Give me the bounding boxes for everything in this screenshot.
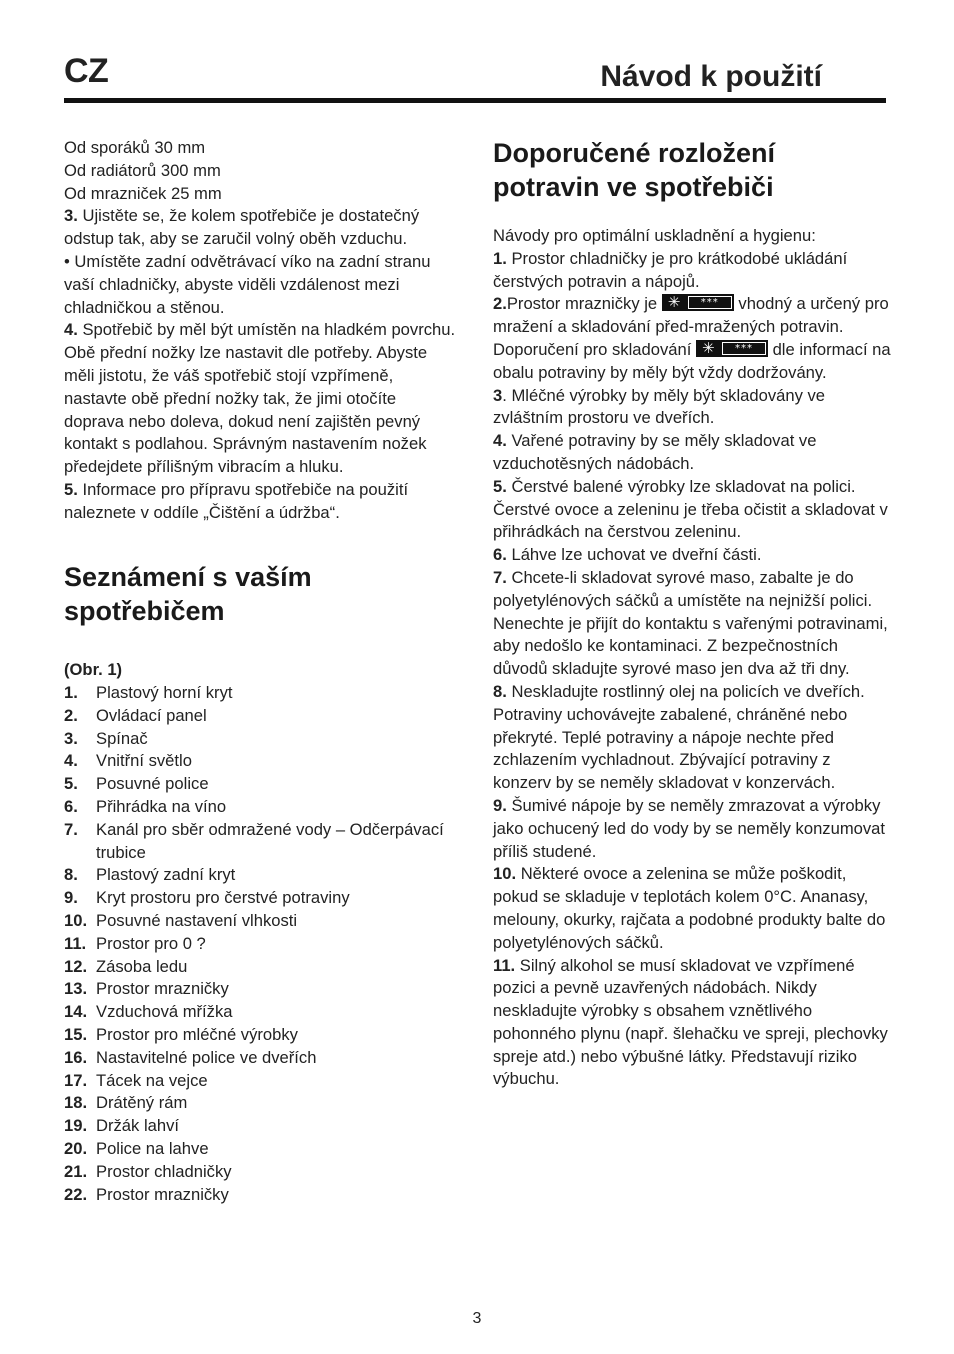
paragraph: 4. Vařené potraviny by se měly skladovat ve vzduchotěsných nádobách. [493, 431, 817, 473]
list-item [64, 1161, 456, 1184]
list-item-number: 7. [64, 819, 78, 839]
list-item [64, 1138, 456, 1161]
list-item-label: Spínač [96, 728, 148, 748]
list-item-label: Plastový horní kryt [96, 683, 233, 702]
list-item-number: 8. [64, 865, 78, 885]
list-item-label: Plastový zadní kryt [96, 865, 236, 885]
paragraph: 8. Neskladujte rostlinný olej na policích ve dveřích. Potraviny uchovávejte zabalené, chráněné nebo překryté. Teplé potraviny a nápoje nechte před zchlazením vychladnout. Zbývající potraviny z konzerv by se neměly skladovat v konzervách. [493, 681, 865, 793]
list-item-number: 21. [64, 1161, 88, 1181]
list-item-number: 6. [64, 796, 78, 816]
list-item-number: 9. [64, 888, 78, 908]
list-item-label: Vnitřní světlo [96, 751, 192, 771]
list-item-label: Posuvné police [96, 774, 209, 794]
paragraph: 6. Láhve lze uchovat ve dveřní části. [493, 545, 762, 565]
list-item-number: 16. [64, 1047, 88, 1067]
list-item-number: 1. [64, 683, 78, 702]
list-item-label: Posuvné nastavení vlhkosti [96, 910, 298, 930]
list-item-number: 17. [64, 1070, 88, 1090]
list-item-label: Prostor pro mléčné výrobky [96, 1024, 298, 1044]
freezer-star-rating-icon: ✳ *** [662, 294, 734, 311]
list-item-label: Kryt prostoru pro čerstvé potraviny [96, 888, 350, 908]
list-item [64, 910, 456, 933]
list-item [64, 819, 456, 865]
paragraph: 3. Ujistěte se, že kolem spotřebiče je dostatečný odstup tak, aby se zaručil volný oběh vzduchu. [64, 206, 420, 249]
list-item-label: Držák lahví [96, 1116, 179, 1136]
paragraph: 11. Silný alkohol se musí skladovat ve vzpřímené pozici a pevně uzavřených nádobách. Nikdy neskladujte výrobky s obsahem vznětlivého pohonného plynu (např. šlehačku ve spreji, plechovky spreje atd.) nebo výbušné látky. Představují riziko výbuchu. [493, 955, 888, 1089]
list-item-label: Police na lahve [96, 1138, 209, 1158]
paragraph: Od radiátorů 300 mm [64, 160, 221, 180]
list-item-number: 3. [64, 728, 78, 748]
list-item-label: Kanál pro sběr odmražené vody – Odčerpávací trubice [96, 819, 444, 862]
list-item-label: Nastavitelné police ve dveřích [96, 1047, 317, 1067]
list-item-number: 2. [64, 705, 78, 725]
list-item-number: 19. [64, 1116, 88, 1136]
paragraph: 9. Šumivé nápoje by se neměly zmrazovat a výrobky jako ochucený led do vody by se neměly konzumovat příliš studené. [493, 795, 886, 861]
list-item-number: 15. [64, 1024, 88, 1044]
list-item [64, 750, 456, 773]
list-item-number: 18. [64, 1093, 88, 1113]
parts-list [64, 682, 456, 1206]
paragraph: • Umístěte zadní odvětrávací víko na zadní stranu vaší chladničky, abyste viděli vzdálenost mezi chladničkou a stěnou. [64, 251, 431, 317]
list-item-label: Vzduchová mřížka [96, 1002, 233, 1022]
list-item [64, 682, 456, 705]
list-item-number: 22. [64, 1184, 88, 1204]
header-rule [64, 98, 886, 103]
list-item-number: 11. [64, 933, 87, 953]
paragraph: 5. Čerstvé balené výrobky lze skladovat na polici. Čerstvé ovoce a zeleninu je třeba očistit a skladovat v přihrádkách na čerstvou zeleninu. [493, 476, 888, 542]
list-item [64, 1070, 456, 1093]
freezer-star-rating-icon: ✳ *** [696, 340, 768, 357]
language-code: CZ [64, 52, 109, 90]
paragraph: 1. Prostor chladničky je pro krátkodobé ukládání čerstvých potravin a nápojů. [493, 248, 848, 291]
list-item [64, 887, 456, 910]
list-item [64, 705, 456, 728]
list-item-label: Prostor mrazničky [96, 1184, 229, 1204]
list-item-number: 10. [64, 910, 88, 930]
section-heading: Seznámení s vaším spotřebičem [64, 562, 312, 626]
list-item-label: Ovládací panel [96, 705, 207, 725]
list-item [64, 956, 456, 979]
list-item [64, 864, 456, 887]
page-number: 3 [472, 1310, 482, 1327]
list-item [64, 1115, 456, 1138]
list-item-number: 13. [64, 979, 88, 999]
list-item-label: Drátěný rám [96, 1093, 188, 1113]
list-item-label: Prostor pro 0 ? [96, 933, 206, 953]
list-item-number: 14. [64, 1002, 88, 1022]
paragraph: 3. Mléčné výrobky by měly být skladovány ve zvláštním prostoru ve dveřích. [493, 385, 826, 428]
paragraph: Od mrazniček 25 mm [64, 183, 222, 203]
storage-text [493, 225, 891, 1091]
list-item-number: 4. [64, 751, 78, 771]
intro-text: Návody pro optimální uskladnění a hygienu: [493, 226, 816, 245]
list-item-label: Přihrádka na víno [96, 796, 227, 816]
list-item-number: 20. [64, 1138, 88, 1158]
list-item-number: 12. [64, 956, 88, 976]
list-item [64, 933, 456, 956]
page-title: Návod k použití [600, 60, 822, 93]
list-item-label: Zásoba ledu [96, 956, 188, 976]
paragraph: 4. Spotřebič by měl být umístěn na hladkém povrchu. Obě přední nožky lze nastavit dle potřeby. Abyste měli jistotu, že váš spotřebič stojí vzpřímeně, nastavte obě přední nožky tak, že jimi otočíte doprava nebo doleva, dokud není zajištěn pevný kontakt s podlahou. Správným nastavením nožek předejdete přílišným vibracím a hluku. [64, 320, 456, 477]
list-item [64, 1001, 456, 1024]
list-item-label: Prostor chladničky [96, 1161, 232, 1181]
list-item [64, 1184, 456, 1207]
paragraph: 10. Některé ovoce a zelenina se může poškodit, pokud se skladuje v teplotách kolem 0°C. Ananasy, melouny, okurky, rajčata a podobné produkty balte do polyetylénových sáčků. [493, 864, 886, 952]
paragraph: Od sporáků 30 mm [64, 138, 206, 157]
list-item [64, 773, 456, 796]
paragraph: 2.Prostor mrazničky je ✳ *** vhodný a určený pro mražení a skladování před-mražených potravin. Doporučení pro skladování ✳ *** dle informací na obalu potraviny by měly být vždy dodržovány. [493, 293, 891, 382]
section-heading: Doporučené rozložení potravin ve spotřebiči [493, 138, 776, 202]
paragraph: 5. Informace pro přípravu spotřebiče na použití naleznete v oddíle „Čištění a údržba“. [64, 479, 409, 522]
list-item [64, 728, 456, 751]
list-item-number: 5. [64, 774, 78, 794]
figure-label: (Obr. 1) [64, 660, 123, 679]
list-item-label: Tácek na vejce [96, 1070, 208, 1090]
installation-text [64, 137, 456, 525]
list-item [64, 1024, 456, 1047]
paragraph: 7. Chcete-li skladovat syrové maso, zabalte je do polyetylénových sáčků a umístěte na nejnižší polici. Nenechte je přijít do kontaktu s vařenými potravinami, aby nedošlo ke kontaminaci. Z bezpečnostních důvodů skladujte syrové maso jen dva až tři dny. [493, 567, 888, 679]
list-item [64, 978, 456, 1001]
list-item [64, 796, 456, 819]
list-item-label: Prostor mrazničky [96, 979, 229, 999]
list-item [64, 1092, 456, 1115]
list-item [64, 1047, 456, 1070]
